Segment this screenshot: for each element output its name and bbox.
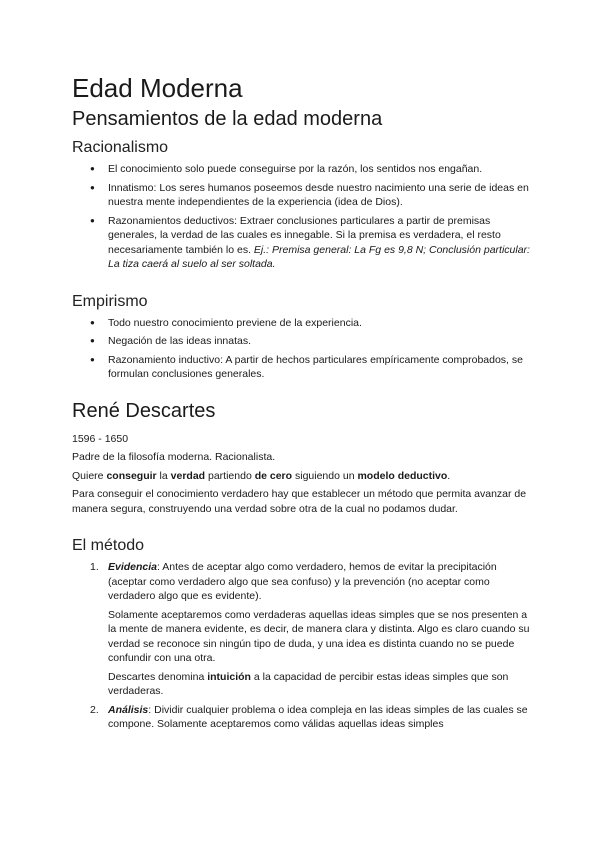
list-item: ● Negación de las ideas innatas.	[90, 335, 252, 347]
term-analisis: Análisis	[108, 703, 149, 716]
list-item: ● Innatismo: Los seres humanos poseemos desde nuestro nacimiento una serie de ideas en nuestra mente independientes de la experiencia (idea de Dios).	[90, 181, 529, 208]
bullet-icon: ●	[90, 215, 95, 225]
bullet-icon: ●	[90, 164, 95, 173]
list-number: 2.	[90, 703, 99, 716]
evidencia-paragraph-2: Descartes denomina intuición a la capacidad de percibir estas ideas simples que son verdaderas.	[108, 670, 509, 697]
list-item: ● Razonamiento inductivo: A partir de hechos particulares empíricamente comprobados, se formulan conclusiones generales.	[90, 353, 523, 380]
metodo-heading: El método	[72, 537, 145, 554]
list-number: 1.	[90, 561, 99, 573]
list-item: 1. Evidencia: Antes de aceptar algo como verdadero, hemos de evitar la precipitación (aceptar como verdadero algo que sea confuso) y la prevención (no aceptar como verdadero algo que es evidente). Solamente aceptaremos como verdaderas aquellas ideas simples que se nos presenten a la mente de manera evidente, es decir, de manera clara y distinta. Algo es claro cuando su verdad se reconoce sin ningún tipo de duda, y una idea es distinta cuando no se puede confundir con una otra. Descartes denomina intuición a la capacidad de percibir estas ideas simples que son verdaderas.	[72, 560, 532, 699]
bullet-icon: ●	[90, 317, 95, 327]
empirismo-heading: Empirismo	[72, 292, 148, 310]
page-title: Edad Moderna	[72, 73, 243, 103]
descartes-line1: Padre de la filosofía moderna. Racionalista.	[72, 451, 276, 463]
example-text: Ej.: Premisa general: La Fg es 9,8 N; Conclusión particular: La tiza caerá al suelo al ser soltada.	[108, 243, 530, 270]
bullet-icon: ●	[90, 336, 95, 345]
racionalismo-list	[72, 162, 532, 272]
evidencia-paragraph-1: Solamente aceptaremos como verdaderas aquellas ideas simples que se nos presenten a la mente de manera evidente, es decir, de manera clara y distinta. Algo es claro cuando su verdad se reconoce sin ningún tipo de duda, y una idea es distinta cuando no se puede confundir con una otra.	[108, 608, 530, 664]
list-item: ● Razonamientos deductivos: Extraer conclusiones particulares a partir de premisas generales, la verdad de las cuales es innegable. Si la premisa es verdadera, el resto necesariamente también lo es. Ej.: Premisa general: La Fg es 9,8 N; Conclusión particular: La tiza caerá al suelo al ser soltada.	[90, 214, 530, 270]
list-item: 2. Análisis: Dividir cualquier problema o idea compleja en las ideas simples de las cuales se compone. Solamente aceptaremos como válidas aquellas ideas simples	[90, 703, 528, 730]
empirismo-list	[72, 316, 532, 382]
list-item: ● Todo nuestro conocimiento previene de la experiencia.	[90, 316, 362, 329]
metodo-list	[72, 560, 532, 732]
list-item: ● El conocimiento solo puede conseguirse por la razón, los sentidos nos engañan.	[90, 163, 483, 175]
racionalismo-heading: Racionalismo	[72, 139, 169, 156]
descartes-paragraph: Para conseguir el conocimiento verdadero hay que establecer un método que permita avanzar de manera segura, construyendo una verdad sobre otra de la cual no podamos dudar.	[72, 488, 527, 515]
bullet-icon: ●	[90, 354, 95, 364]
descartes-line2: Quiere conseguir la verdad partiendo de cero siguiendo un modelo deductivo.	[72, 469, 451, 482]
document-content	[72, 72, 532, 736]
descartes-dates: 1596 - 1650	[72, 432, 129, 445]
term-evidencia: Evidencia	[108, 561, 158, 573]
bullet-icon: ●	[90, 182, 95, 192]
descartes-heading: René Descartes	[72, 399, 216, 422]
page-subtitle: Pensamientos de la edad moderna	[72, 108, 383, 130]
